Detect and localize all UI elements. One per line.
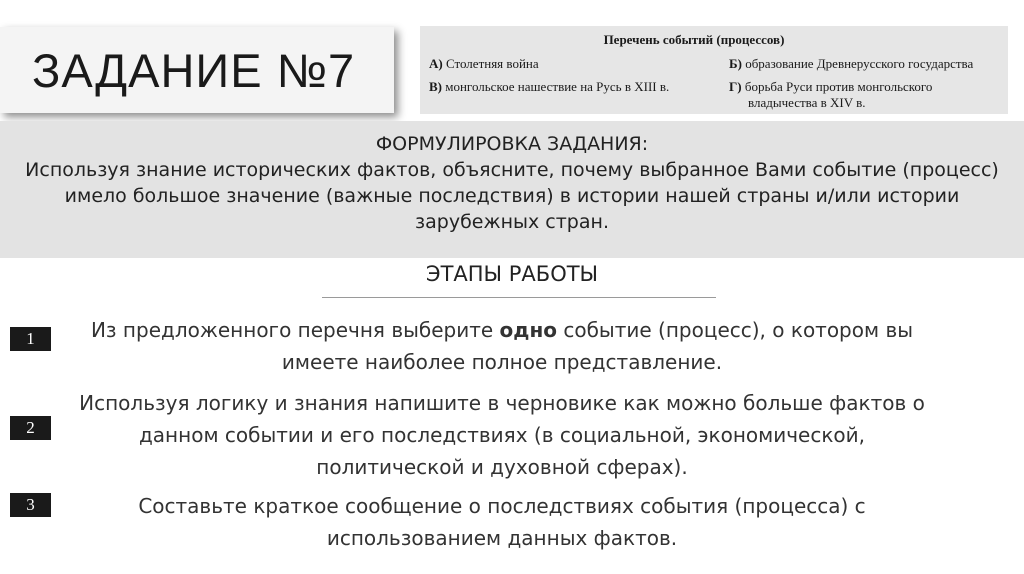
stages-divider	[322, 297, 716, 298]
event-text: борьба Руси против монгольского	[744, 79, 933, 94]
event-item-g	[729, 79, 999, 111]
task-title-box	[0, 27, 394, 113]
event-text: Столетняя война	[445, 56, 539, 71]
events-list-panel	[420, 26, 1008, 114]
task-formulation-text: Используя знание исторических фактов, объясните, почему выбранное Вами событие (процесс) имело большое значение (важные последствия) в истории нашей страны и/или истории зарубежных стран.	[25, 159, 999, 233]
event-text: образование Древнерусского государства	[745, 56, 974, 71]
step-3-text: Составьте краткое сообщение о последствиях события (процесса) с использованием данных фактов.	[138, 494, 866, 550]
step-text-part: событие (процесс), о котором вы имеете наиболее полное представление.	[281, 318, 914, 374]
task-formulation-heading: ФОРМУЛИРОВКА ЗАДАНИЯ:	[375, 133, 649, 155]
event-item-a	[429, 56, 539, 72]
event-text: монгольское нашествие на Русь в XIII в.	[445, 79, 670, 94]
step-text-emphasis: одно	[499, 318, 557, 342]
stages-title: ЭТАПЫ РАБОТЫ	[425, 262, 599, 286]
event-letter: Б)	[729, 56, 742, 71]
step-2-text: Используя логику и знания напишите в черновике как можно больше фактов о данном событии и его последствиях (в социальной, экономической, политической и духовной сферах).	[79, 391, 925, 479]
event-letter: В)	[429, 79, 442, 94]
step-text-part: Из предложенного перечня выберите	[90, 318, 500, 342]
step-1-text	[62, 314, 942, 378]
event-letter: А)	[429, 56, 443, 71]
task-title: ЗАДАНИЕ №7	[32, 43, 356, 97]
task-formulation-panel	[0, 121, 1024, 258]
event-letter: Г)	[729, 79, 742, 94]
event-item-v	[429, 79, 669, 95]
step-number-badge: 1	[10, 327, 51, 351]
event-item-b	[729, 56, 973, 72]
events-heading: Перечень событий (процессов)	[603, 32, 785, 47]
step-number-badge: 2	[10, 416, 51, 440]
event-text-continued: владычества в XIV в.	[748, 95, 866, 110]
step-number-badge: 3	[10, 493, 51, 517]
